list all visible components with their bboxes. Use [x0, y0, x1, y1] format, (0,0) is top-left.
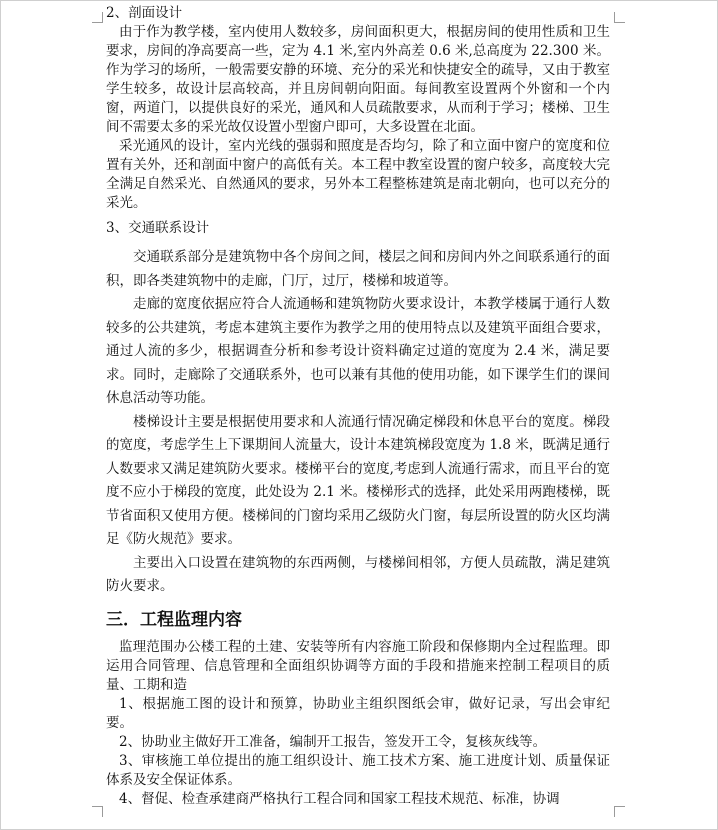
chapter-3-item-3: 3、审核施工单位提出的施工组织设计、施工技术方案、施工进度计划、质量保证体系及安全保证体系。: [106, 752, 610, 788]
section-3-paragraph-3: 楼梯设计主要是根据使用要求和人流通行情况确定梯段和休息平台的宽度。梯段的宽度，考虑学生上下课期间人流量大，设计本建筑梯段宽度为 1.8 米，既满足通行人数要求又满足建筑防火要求。楼梯平台的宽度,考虑到人流通行需求，而且平台的宽度不应小于梯段的宽度，此处设为 2.1 米。楼梯形式的选择，此处采用两跑楼梯，既节省面积又使用方便。楼梯间的门窗均采用乙级防火门窗，每层所设置的防火区均满足《防火规范》要求。: [106, 413, 610, 547]
chapter-3-intro: 监理范围办公楼工程的土建、安装等所有内容施工阶段和保修期内全过程监理。即运用合同管理、信息管理和全面组织协调等方面的手段和措施来控制工程项目的质量、工期和造: [106, 638, 610, 693]
chapter-3-item-4: 4、督促、检查承建商严格执行工程合同和国家工程技术规范、标准，协调: [119, 790, 560, 807]
chapter-3-heading: 三．工程监理内容: [106, 609, 242, 630]
document-page: [106, 4, 610, 809]
margin-mark-bottom-left: [92, 806, 103, 817]
section-3-paragraph-1: 交通联系部分是建筑物中各个房间之间，楼层之间和房间内外之间联系通行的面积，即各类建筑物中的走廊，门厅，过厅，楼梯和坡道等。: [106, 249, 610, 289]
section-3-paragraph-2: 走廊的宽度依据应符合人流通畅和建筑物防火要求设计，本教学楼属于通行人数较多的公共建筑，考虑本建筑主要作为教学之用的使用特点以及建筑平面组合要求，通过人流的多少，根据调查分析和参考设计资料确定过道的宽度为 2.4 米，满足要求。同时，走廊除了交通联系外，也可以兼有其他的使用功能，如下课学生们的课间休息活动等功能。: [106, 296, 610, 406]
margin-mark-top-left: [92, 12, 103, 23]
margin-mark-top-right: [614, 12, 625, 23]
section-2-heading: 2、剖面设计: [106, 5, 183, 21]
section-2-paragraph-1: 由于作为教学楼，室内使用人数较多，房间面积更大，根据房间的使用性质和卫生要求，房间的净高要高一些，定为 4.1 米,室内外高差 0.6 米,总高度为 22.300 米。作为学习的场所，一般需要安静的环境、充分的采光和快捷安全的疏导，又由于教室学生较多，故设计层高较高，并且房间朝向阳面。每间教室设置两个外窗和一个内窗，两道门，以提供良好的采光，通风和人员疏散要求，从而利于学习；楼梯、卫生间不需要太多的采光故仅设置小型窗户即可，大多设置在北面。: [106, 24, 610, 135]
section-3-heading: 3、交通联系设计: [106, 220, 210, 236]
section-2-paragraph-2: 采光通风的设计，室内光线的强弱和照度是否均匀，除了和立面中窗户的宽度和位置有关外，还和剖面中窗户的高低有关。本工程中教室设置的窗户较多，高度较大完全满足自然采光、自然通风的要求，另外本工程整栋建筑是南北朝向，也可以充分的采光。: [106, 138, 610, 211]
section-3-paragraph-4: 主要出入口设置在建筑物的东西两侧，与楼梯间相邻，方便人员疏散，满足建筑防火要求。: [106, 554, 610, 594]
chapter-3-item-1: 1、根据施工图的设计和预算，协助业主组织图纸会审，做好记录，写出会审纪要。: [106, 695, 610, 731]
chapter-3-item-2: 2、协助业主做好开工准备，编制开工报告，签发开工令，复核灰线等。: [119, 733, 547, 750]
margin-mark-bottom-right: [614, 806, 625, 817]
